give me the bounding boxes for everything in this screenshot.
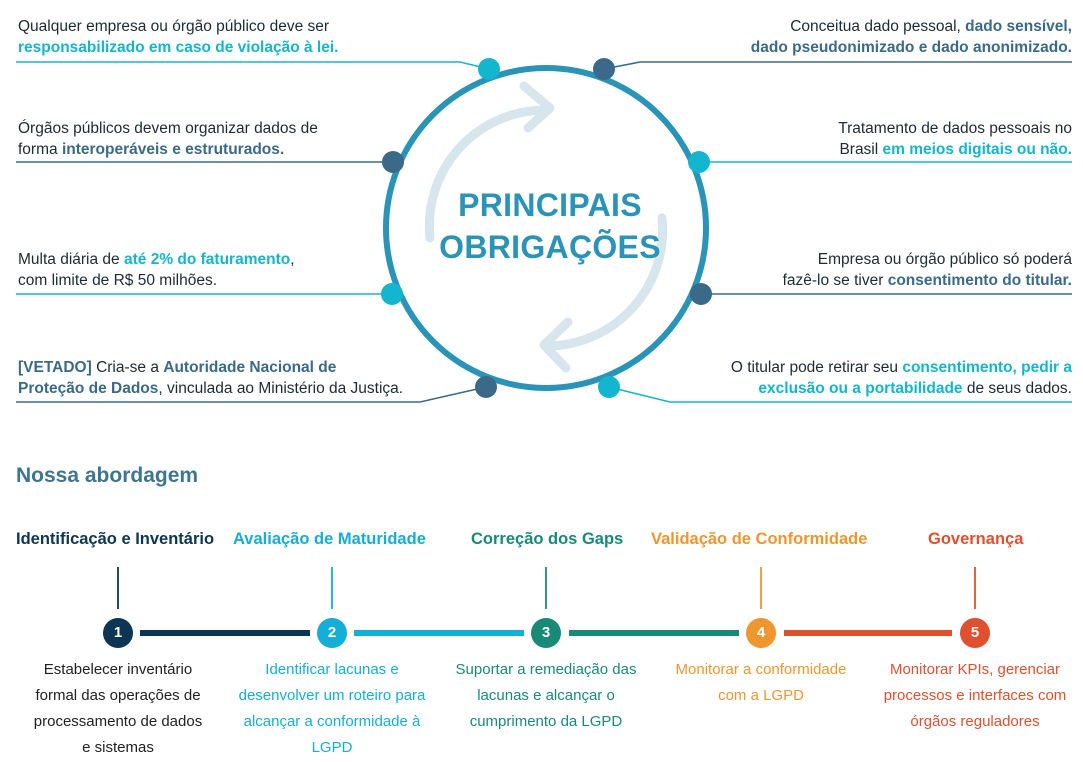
ring-dot — [382, 151, 404, 173]
step-3-title: Correção dos Gaps — [471, 530, 624, 548]
step-description-line: com a LGPD — [718, 687, 804, 704]
connector-line — [604, 62, 1072, 69]
obligation-text-segment: Órgãos públicos devem organizar dados de — [18, 120, 318, 137]
center-title-line1: PRINCIPAIS — [458, 187, 642, 223]
obligation-right-4 — [731, 357, 1072, 399]
step-description-line: processamento de dados — [33, 713, 203, 730]
ring-dot — [381, 283, 403, 305]
obligation-right-3 — [783, 249, 1072, 291]
obligation-text-segment: Brasil — [839, 141, 883, 158]
step-description-line: Monitorar KPIs, gerenciar — [889, 661, 1061, 678]
obligation-text-segment: consentimento, pedir a — [902, 359, 1072, 376]
step-description-line: LGPD — [311, 739, 353, 756]
obligation-left-4 — [18, 357, 403, 399]
obligation-text-segment: até 2% do faturamento — [123, 251, 291, 268]
timeline-ticks — [118, 567, 975, 609]
obligation-text-segment: forma — [18, 141, 62, 158]
obligation-text-segment: dado pseudonimizado e dado anonimizado. — [750, 39, 1072, 56]
step-5-description — [870, 657, 1080, 735]
center-title-line2: OBRIGAÇÕES — [439, 229, 661, 265]
ring-dot — [690, 283, 712, 305]
obligation-text-segment: dado sensível, — [965, 18, 1072, 35]
obligation-text-segment: Multa diária de — [18, 251, 124, 268]
step-description-line: Estabelecer inventário — [43, 661, 193, 678]
obligation-text-segment: Tratamento de dados pessoais no — [838, 120, 1072, 137]
step-4-number: 4 — [746, 618, 776, 648]
step-1-number: 1 — [103, 618, 133, 648]
center-title — [420, 184, 680, 268]
obligation-text-segment: Proteção de Dados — [18, 380, 159, 397]
obligation-text-segment: com limite de R$ 50 milhões. — [18, 272, 217, 289]
obligation-text-segment: exclusão ou a portabilidade — [758, 380, 963, 397]
obligation-text-segment: , vinculada ao Ministério da Justiça. — [158, 380, 404, 397]
step-description-line: e sistemas — [82, 739, 154, 756]
connector-line — [16, 62, 489, 69]
step-2-description — [227, 657, 437, 761]
step-5-title: Governança — [928, 530, 1024, 548]
ring-dot — [593, 58, 615, 80]
step-2-number: 2 — [317, 618, 347, 648]
step-3-description — [446, 657, 646, 735]
obligation-text-segment: , — [290, 251, 295, 268]
obligation-text-segment: [VETADO] — [18, 359, 92, 376]
ring-dot — [598, 376, 620, 398]
obligation-text-segment: Cria-se a — [91, 359, 164, 376]
step-description-line: órgãos reguladores — [910, 713, 1040, 730]
step-5-number: 5 — [960, 618, 990, 648]
step-description-line: Monitorar a conformidade — [675, 661, 847, 678]
obligation-right-1 — [751, 16, 1072, 58]
obligation-text-segment: Empresa ou órgão público só poderá — [817, 251, 1072, 268]
obligation-left-3 — [18, 249, 295, 291]
step-1-description — [18, 657, 218, 761]
obligation-right-2 — [838, 118, 1072, 160]
obligation-left-2 — [18, 118, 318, 160]
obligation-text-segment: responsabilizado em caso de violação à lei. — [18, 39, 339, 56]
obligation-text-segment: de seus dados. — [962, 380, 1072, 397]
step-description-line: desenvolver um roteiro para — [238, 687, 426, 704]
obligation-text-segment: em meios digitais ou não. — [882, 141, 1072, 158]
obligation-text-segment: interoperáveis e estruturados. — [61, 141, 285, 158]
step-4-description — [661, 657, 861, 709]
obligation-text-segment: Autoridade Nacional de — [163, 359, 337, 376]
step-description-line: Identificar lacunas e — [265, 661, 399, 678]
step-1-title: Identificação e Inventário — [16, 530, 215, 548]
ring-dot — [688, 151, 710, 173]
step-description-line: alcançar a conformidade à — [243, 713, 421, 730]
step-2-title: Avaliação de Maturidade — [233, 530, 426, 548]
step-description-line: formal das operações de — [35, 687, 201, 704]
obligation-text-segment: Conceitua dado pessoal, — [790, 18, 966, 35]
obligation-left-1 — [18, 16, 338, 58]
step-description-line: processos e interfaces com — [883, 687, 1067, 704]
step-description-line: cumprimento da LGPD — [469, 713, 623, 730]
obligation-text-segment: Qualquer empresa ou órgão público deve ser — [18, 18, 330, 35]
step-description-line: lacunas e alcançar o — [477, 687, 615, 704]
obligation-text-segment: O titular pode retirar seu — [730, 359, 903, 376]
step-4-title: Validação de Conformidade — [651, 530, 868, 548]
step-3-number: 3 — [531, 618, 561, 648]
obligation-text-segment: consentimento do titular. — [887, 272, 1072, 289]
ring-dot — [475, 376, 497, 398]
section-title: Nossa abordagem — [16, 464, 199, 487]
ring-dot — [478, 58, 500, 80]
step-description-line: Suportar a remediação das — [455, 661, 637, 678]
obligation-text-segment: fazê-lo se tiver — [782, 272, 888, 289]
